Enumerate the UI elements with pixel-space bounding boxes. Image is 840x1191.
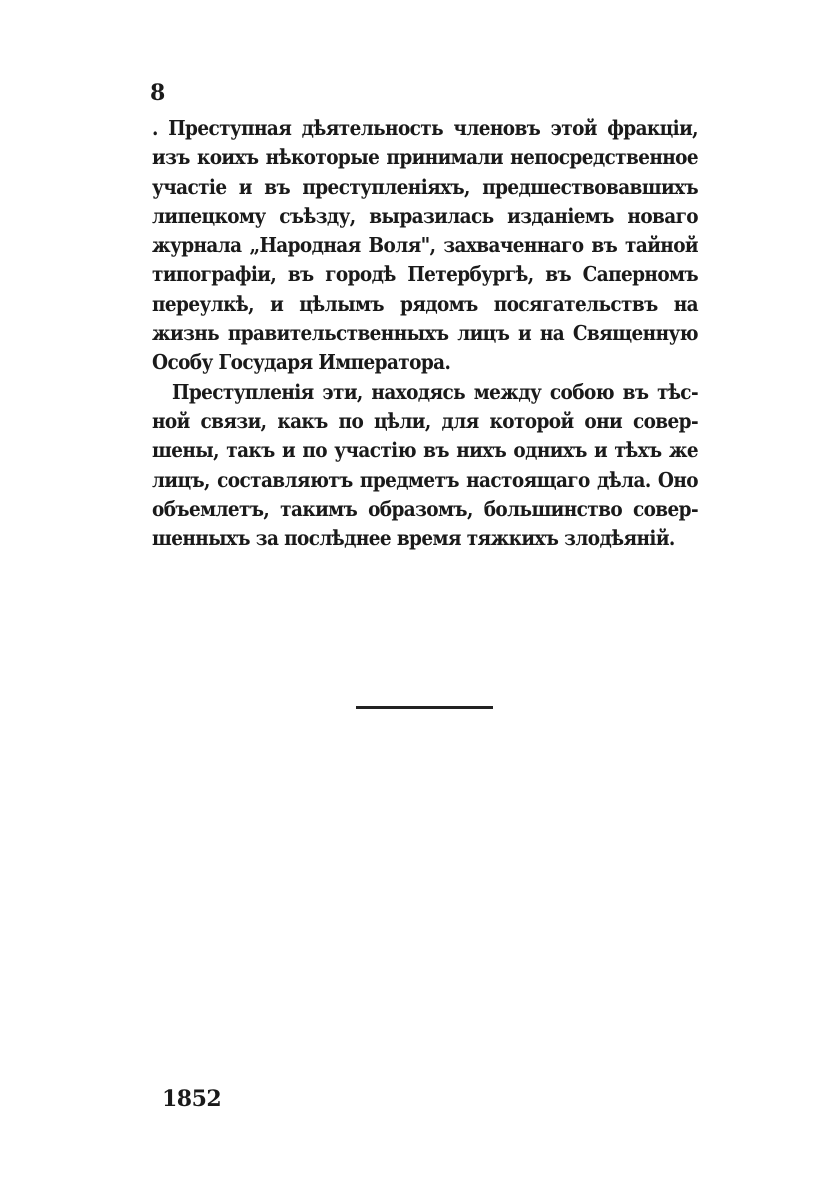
text-line: жизнь правительственныхъ лицъ и на Священную [152, 321, 698, 346]
text-line: . Преступная дѣятельность членовъ этой фракціи, [152, 116, 698, 140]
text-line: журнала „Народная Воля", захваченнаго въ тайной [152, 233, 698, 258]
text-line: липецкому съѣзду, выразилась изданіемъ новаго [152, 203, 698, 228]
text-line: изъ коихъ нѣкоторые принимали непосредственное [152, 145, 698, 170]
text-line: объемлетъ, такимъ образомъ, большинство совер- [152, 496, 698, 521]
text-line: участіе и въ преступленіяхъ, предшествовавшихъ [152, 174, 698, 199]
section-divider [356, 706, 493, 709]
printer-signature-mark: 1852 [162, 1086, 222, 1112]
page-number: 8 [150, 80, 166, 106]
text-line: Преступленія эти, находясь между собою въ тѣс- [172, 379, 698, 404]
text-line: переулкѣ, и цѣлымъ рядомъ посягательствъ на [152, 291, 698, 316]
text-line: шены, такъ и по участію въ нихъ однихъ и тѣхъ же [152, 438, 698, 463]
text-line: ной связи, какъ по цѣли, для которой они совер- [152, 408, 698, 433]
text-line: Особу Государя Императора. [152, 350, 451, 375]
text-line: шенныхъ за послѣднее время тяжкихъ злодѣяній. [152, 526, 675, 551]
text-line: типографіи, въ городѣ Петербургѣ, въ Саперномъ [152, 262, 698, 287]
text-line: лицъ, составляютъ предметъ настоящаго дѣла. Оно [152, 467, 698, 492]
body-text [152, 114, 698, 553]
